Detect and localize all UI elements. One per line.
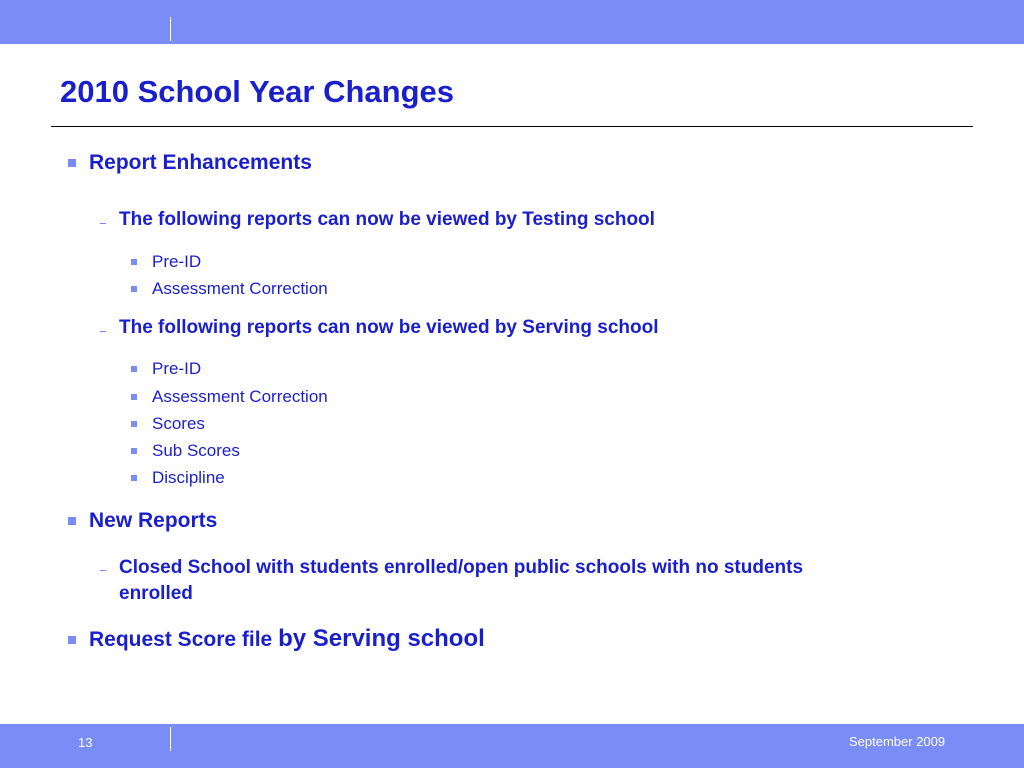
square-bullet-icon [68, 636, 76, 644]
section-heading-part2: by Serving school [278, 625, 485, 652]
square-bullet-icon [131, 259, 137, 265]
subpoint-closed-school-line1: Closed School with students enrolled/open public schools with no students [119, 557, 804, 578]
list-item: Assessment Correction [152, 279, 328, 298]
list-item: Pre-ID [152, 252, 202, 271]
square-bullet-icon [131, 475, 137, 481]
title-rule [51, 126, 973, 127]
square-bullet-icon [131, 394, 137, 400]
slide-title: 2010 School Year Changes [60, 74, 455, 109]
square-bullet-icon [131, 366, 137, 372]
list-item: Assessment Correction [152, 387, 328, 406]
section-heading-request-score-file [89, 625, 485, 653]
subpoint-testing-school: The following reports can now be viewed by Testing school [119, 209, 655, 230]
header-band [0, 0, 1024, 44]
subpoint-closed-school-line2: enrolled [119, 583, 193, 604]
dash-bullet-icon [100, 570, 106, 571]
square-bullet-icon [68, 159, 76, 167]
list-item: Sub Scores [152, 441, 240, 460]
section-heading-new-reports: New Reports [89, 509, 218, 532]
section-heading-report-enhancements: Report Enhancements [89, 151, 312, 174]
subpoint-serving-school: The following reports can now be viewed by Serving school [119, 317, 659, 338]
square-bullet-icon [131, 286, 137, 292]
page-number: 13 [78, 735, 93, 750]
section-heading-part1: Request Score file [89, 628, 273, 651]
header-divider [170, 17, 171, 41]
dash-bullet-icon [100, 223, 106, 224]
footer-divider [170, 727, 171, 751]
square-bullet-icon [131, 421, 137, 427]
square-bullet-icon [131, 448, 137, 454]
list-item: Pre-ID [152, 359, 202, 378]
list-item: Discipline [152, 468, 225, 487]
dash-bullet-icon [100, 331, 106, 332]
footer-date: September 2009 [849, 734, 946, 749]
list-item: Scores [152, 414, 205, 433]
square-bullet-icon [68, 517, 76, 525]
